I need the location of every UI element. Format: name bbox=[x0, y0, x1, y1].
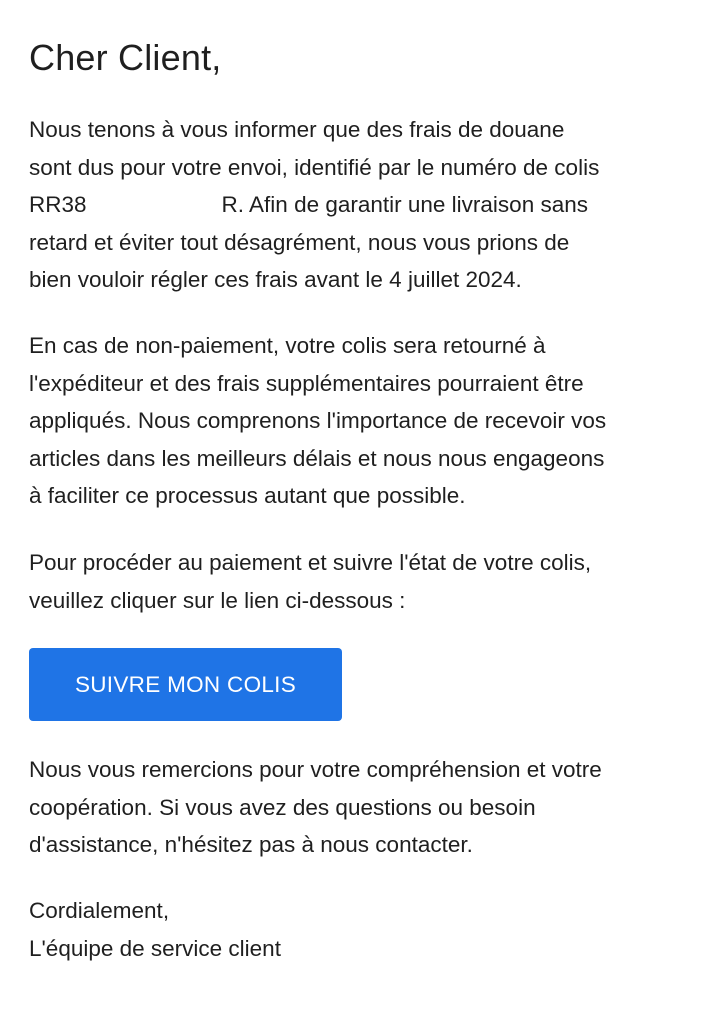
non-payment-paragraph bbox=[29, 327, 689, 515]
paragraph-line: bien vouloir régler ces frais avant le 4 juillet 2024. bbox=[29, 267, 522, 292]
paragraph-line: à faciliter ce processus autant que possible. bbox=[29, 483, 466, 508]
paragraph-line: articles dans les meilleurs délais et nous nous engageons bbox=[29, 445, 605, 471]
paragraph-line: retard et éviter tout désagrément, nous vous prions de bbox=[29, 229, 570, 255]
paragraph-line-tracking bbox=[29, 186, 689, 224]
paragraph-line: appliqués. Nous comprenons l'importance de recevoir vos bbox=[29, 408, 607, 433]
customs-fee-paragraph bbox=[29, 111, 689, 299]
paragraph-line: Nous tenons à vous informer que des frais de douane bbox=[29, 117, 565, 142]
paragraph-line: En cas de non-paiement, votre colis sera retourné à bbox=[29, 333, 546, 358]
paragraph-line: coopération. Si vous avez des questions ou besoin bbox=[29, 794, 536, 820]
paragraph-line: d'assistance, n'hésitez pas à nous contacter. bbox=[29, 832, 473, 857]
thanks-paragraph bbox=[29, 751, 689, 864]
paragraph-line: veuillez cliquer sur le lien ci-dessous : bbox=[29, 587, 406, 613]
track-parcel-button[interactable]: SUIVRE MON COLIS bbox=[29, 648, 342, 721]
tracking-number-redaction bbox=[87, 190, 222, 216]
greeting-heading: Cher Client, bbox=[29, 37, 222, 78]
signature-text: L'équipe de service client bbox=[29, 935, 281, 961]
paragraph-line: l'expéditeur et des frais supplémentaires pourraient être bbox=[29, 370, 584, 396]
signoff-block bbox=[29, 892, 689, 967]
paragraph-line: Nous vous remercions pour votre compréhension et votre bbox=[29, 757, 602, 782]
payment-instruction-paragraph bbox=[29, 544, 689, 619]
tracking-number-prefix: RR38 bbox=[29, 192, 87, 217]
paragraph-line: sont dus pour votre envoi, identifié par le numéro de colis bbox=[29, 154, 600, 180]
paragraph-line: Pour procéder au paiement et suivre l'état de votre colis, bbox=[29, 550, 592, 575]
closing-text: Cordialement, bbox=[29, 898, 170, 923]
tracking-number-suffix: R. Afin de garantir une livraison sans bbox=[221, 192, 588, 217]
